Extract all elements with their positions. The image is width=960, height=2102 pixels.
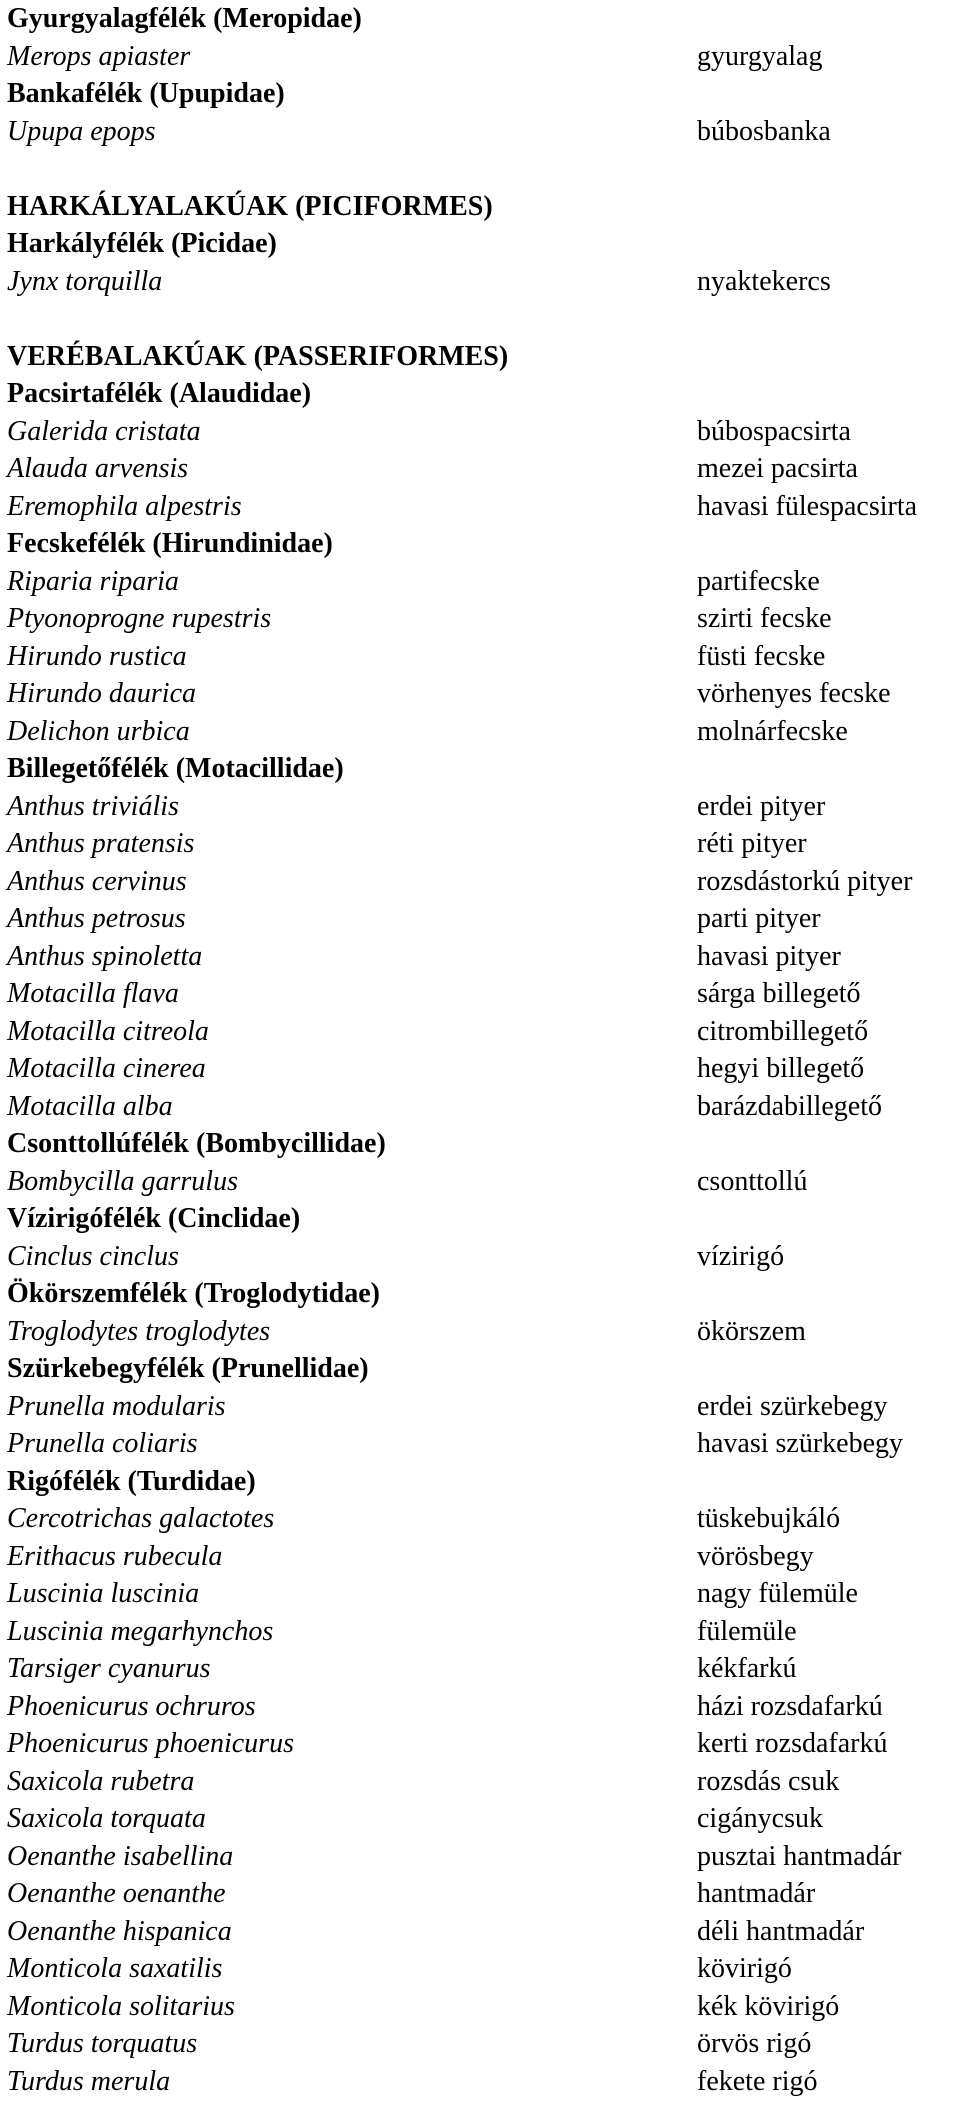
family-heading [7, 1275, 960, 1313]
species-row [7, 263, 960, 301]
scientific-name: Merops apiaster [7, 40, 191, 72]
hungarian-name: hegyi billegető [697, 1053, 865, 1084]
species-list [7, 0, 960, 2100]
hungarian-name: rozsdástorkú pityer [697, 865, 913, 897]
species-row [7, 2025, 960, 2063]
species-row [7, 1425, 960, 1463]
species-row [7, 563, 960, 601]
family-heading [7, 1463, 960, 1501]
scientific-name: Anthus cervinus [7, 865, 187, 897]
hungarian-name: partifecske [697, 565, 820, 597]
hungarian-name: kerti rozsdafarkú [697, 1728, 888, 1759]
hungarian-name: molnárfecske [697, 715, 848, 747]
species-row [7, 413, 960, 451]
hungarian-name: erdei szürkebegy [697, 1390, 888, 1422]
scientific-name: Motacilla cinerea [7, 1053, 206, 1084]
hungarian-name: szirti fecske [697, 603, 832, 634]
scientific-name: Cercotrichas galactotes [7, 1503, 275, 1534]
scientific-name: Tarsiger cyanurus [7, 1653, 211, 1684]
species-row [7, 488, 960, 526]
species-row [7, 975, 960, 1013]
species-row [7, 900, 960, 938]
species-row [7, 938, 960, 976]
hungarian-name: kövirigó [697, 1953, 792, 1984]
hungarian-name: vörösbegy [697, 1540, 814, 1572]
scientific-name: Upupa epops [7, 115, 156, 147]
species-row [7, 863, 960, 901]
heading-text: VERÉBALAKÚAK (PASSERIFORMES) [7, 340, 509, 372]
species-row [7, 1388, 960, 1426]
hungarian-name: nagy fülemüle [697, 1578, 858, 1609]
heading-text: Ökörszemfélék (Troglodytidae) [7, 1278, 381, 1309]
species-row [7, 1988, 960, 2026]
heading-text: Gyurgyalagfélék (Meropidae) [7, 3, 362, 34]
family-heading [7, 525, 960, 563]
spacer-row [7, 300, 960, 338]
order-heading [7, 188, 960, 226]
scientific-name: Luscinia luscinia [7, 1578, 200, 1609]
family-heading [7, 375, 960, 413]
hungarian-name: fülemüle [697, 1615, 797, 1647]
species-row [7, 450, 960, 488]
hungarian-name: citrombillegető [697, 1015, 869, 1047]
hungarian-name: cigánycsuk [697, 1803, 823, 1834]
hungarian-name: kék kövirigó [697, 1990, 840, 2022]
scientific-name: Riparia riparia [7, 565, 179, 597]
scientific-name: Motacilla citreola [7, 1015, 209, 1047]
hungarian-name: havasi fülespacsirta [697, 490, 918, 522]
order-heading [7, 338, 960, 376]
species-row [7, 1013, 960, 1051]
family-heading [7, 1200, 960, 1238]
hungarian-name: búbospacsirta [697, 415, 851, 447]
species-row [7, 713, 960, 751]
scientific-name: Oenanthe isabellina [7, 1840, 234, 1872]
hungarian-name: fekete rigó [697, 2065, 818, 2097]
hungarian-name: vízirigó [697, 1240, 785, 1272]
heading-text: Csonttollúfélék (Bombycillidae) [7, 1128, 386, 1159]
heading-text: Vízirigófélék (Cinclidae) [7, 1203, 301, 1234]
scientific-name: Oenanthe oenanthe [7, 1878, 226, 1909]
scientific-name: Anthus triviális [7, 790, 179, 822]
hungarian-name: örvös rigó [697, 2028, 812, 2059]
scientific-name: Prunella coliaris [7, 1428, 198, 1459]
scientific-name: Saxicola rubetra [7, 1765, 195, 1797]
heading-text: Pacsirtafélék (Alaudidae) [7, 378, 312, 409]
scientific-name: Monticola solitarius [7, 1990, 235, 2022]
species-row [7, 1613, 960, 1651]
hungarian-name: füsti fecske [697, 640, 826, 672]
hungarian-name: házi rozsdafarkú [697, 1690, 883, 1722]
species-row [7, 1575, 960, 1613]
hungarian-name: búbosbanka [697, 115, 831, 147]
hungarian-name: mezei pacsirta [697, 453, 858, 484]
species-row [7, 1838, 960, 1876]
scientific-name: Delichon urbica [7, 715, 190, 747]
species-row [7, 1688, 960, 1726]
spacer-row [7, 150, 960, 188]
hungarian-name: parti pityer [697, 903, 821, 934]
species-row [7, 1163, 960, 1201]
scientific-name: Turdus torquatus [7, 2028, 198, 2059]
species-row [7, 113, 960, 151]
hungarian-name: csonttollú [697, 1165, 808, 1197]
species-row [7, 788, 960, 826]
species-row [7, 600, 960, 638]
scientific-name: Erithacus rubecula [7, 1540, 223, 1572]
scientific-name: Eremophila alpestris [7, 490, 242, 522]
hungarian-name: hantmadár [697, 1878, 816, 1909]
family-heading [7, 750, 960, 788]
heading-text: Billegetőfélék (Motacillidae) [7, 753, 344, 784]
scientific-name: Saxicola torquata [7, 1803, 206, 1834]
species-row [7, 638, 960, 676]
heading-text: Szürkebegyfélék (Prunellidae) [7, 1353, 369, 1384]
hungarian-name: pusztai hantmadár [697, 1840, 902, 1872]
family-heading [7, 0, 960, 38]
scientific-name: Luscinia megarhynchos [7, 1615, 274, 1647]
species-row [7, 1913, 960, 1951]
scientific-name: Anthus spinoletta [7, 940, 203, 972]
hungarian-name: rozsdás csuk [697, 1765, 840, 1797]
species-row [7, 1538, 960, 1576]
species-row [7, 1950, 960, 1988]
hungarian-name: havasi pityer [697, 940, 841, 972]
hungarian-name: réti pityer [697, 828, 807, 859]
species-row [7, 675, 960, 713]
hungarian-name: ökörszem [697, 1315, 806, 1347]
species-row [7, 38, 960, 76]
heading-text: Harkályfélék (Picidae) [7, 228, 277, 259]
species-row [7, 1088, 960, 1126]
heading-text: Bankafélék (Upupidae) [7, 78, 285, 109]
hungarian-name: havasi szürkebegy [697, 1428, 904, 1459]
species-row [7, 1875, 960, 1913]
hungarian-name: barázdabillegető [697, 1090, 883, 1122]
hungarian-name: nyaktekercs [697, 265, 831, 297]
hungarian-name: déli hantmadár [697, 1915, 865, 1947]
hungarian-name: gyurgyalag [697, 40, 823, 72]
scientific-name: Troglodytes troglodytes [7, 1315, 271, 1347]
scientific-name: Anthus petrosus [7, 903, 186, 934]
scientific-name: Motacilla flava [7, 978, 179, 1009]
hungarian-name: sárga billegető [697, 978, 861, 1009]
heading-text: Rigófélék (Turdidae) [7, 1465, 256, 1497]
scientific-name: Alauda arvensis [7, 453, 189, 484]
scientific-name: Monticola saxatilis [7, 1953, 223, 1984]
scientific-name: Bombycilla garrulus [7, 1165, 238, 1197]
scientific-name: Phoenicurus ochruros [7, 1690, 256, 1722]
species-row [7, 2063, 960, 2101]
family-heading [7, 225, 960, 263]
species-row [7, 1650, 960, 1688]
species-row [7, 1050, 960, 1088]
hungarian-name: vörhenyes fecske [697, 678, 891, 709]
species-row [7, 1238, 960, 1276]
heading-text: HARKÁLYALAKÚAK (PICIFORMES) [7, 190, 493, 222]
heading-text: Fecskefélék (Hirundinidae) [7, 528, 333, 559]
species-row [7, 1500, 960, 1538]
hungarian-name: erdei pityer [697, 790, 826, 822]
family-heading [7, 1125, 960, 1163]
scientific-name: Ptyonoprogne rupestris [7, 603, 272, 634]
scientific-name: Motacilla alba [7, 1090, 173, 1122]
scientific-name: Turdus merula [7, 2065, 171, 2097]
species-row [7, 1763, 960, 1801]
species-row [7, 1800, 960, 1838]
scientific-name: Cinclus cinclus [7, 1240, 179, 1272]
scientific-name: Oenanthe hispanica [7, 1915, 232, 1947]
hungarian-name: kékfarkú [697, 1653, 797, 1684]
family-heading [7, 75, 960, 113]
hungarian-name: tüskebujkáló [697, 1503, 841, 1534]
species-row [7, 1313, 960, 1351]
family-heading [7, 1350, 960, 1388]
scientific-name: Phoenicurus phoenicurus [7, 1728, 294, 1759]
scientific-name: Jynx torquilla [7, 265, 163, 297]
scientific-name: Hirundo daurica [7, 678, 196, 709]
scientific-name: Prunella modularis [7, 1390, 226, 1422]
species-row [7, 825, 960, 863]
scientific-name: Anthus pratensis [7, 828, 195, 859]
scientific-name: Hirundo rustica [7, 640, 187, 672]
species-row [7, 1725, 960, 1763]
scientific-name: Galerida cristata [7, 415, 201, 447]
